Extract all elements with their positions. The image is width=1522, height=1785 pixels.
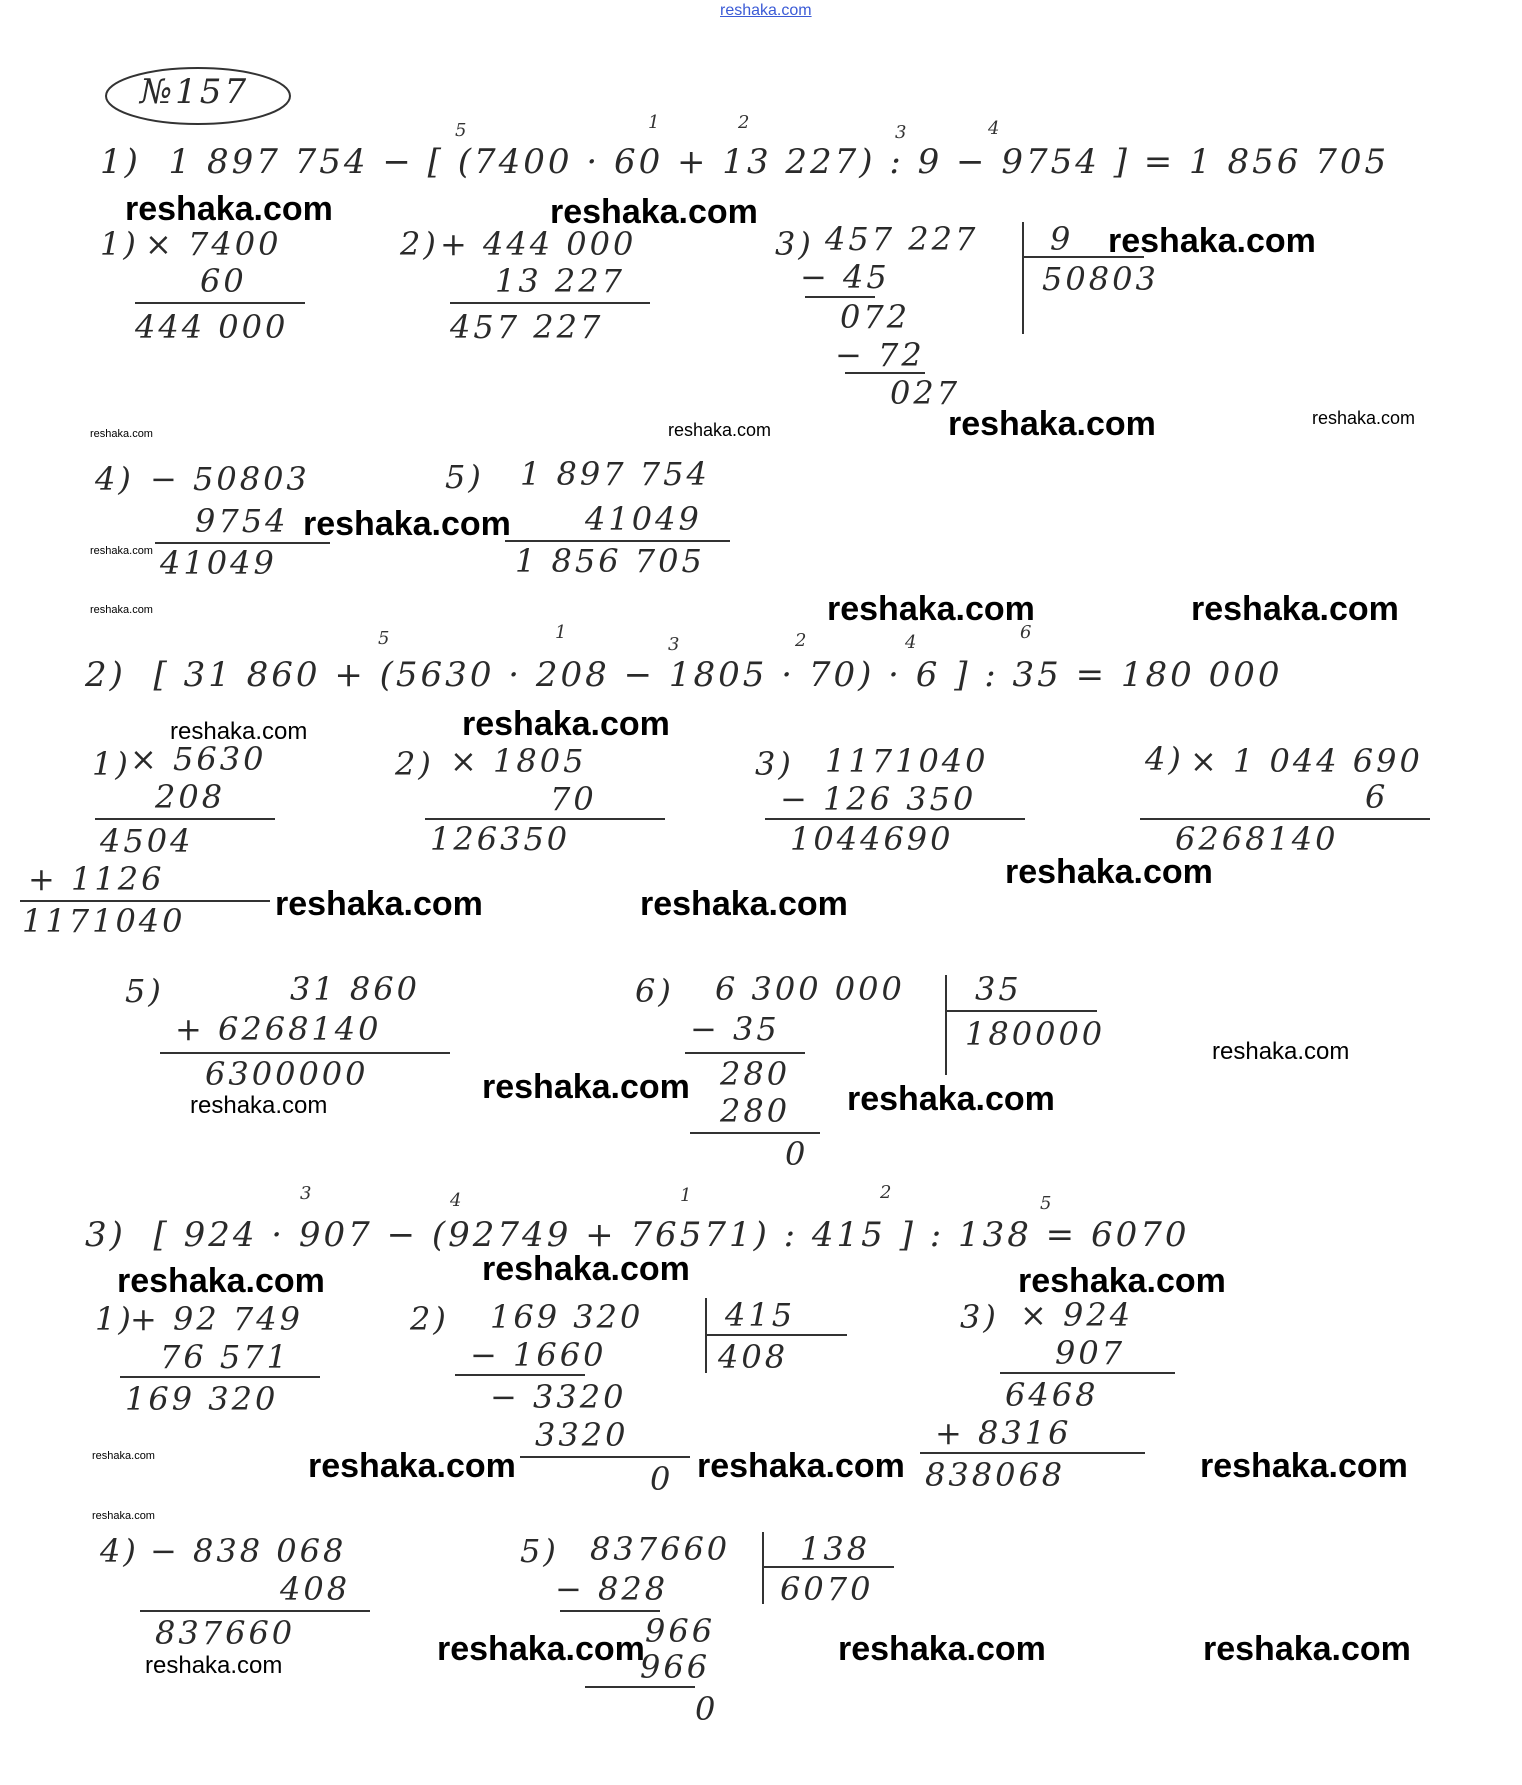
watermark: reshaka.com xyxy=(482,1068,690,1106)
order-mark: 6 xyxy=(1020,622,1032,643)
step-line: 3320 xyxy=(535,1416,629,1454)
order-mark: 4 xyxy=(905,632,917,653)
step-line: 4504 xyxy=(100,822,194,860)
step-line: − 3320 xyxy=(490,1378,627,1416)
step-line: − 50803 xyxy=(150,460,310,498)
step-label: 6) xyxy=(635,972,674,1010)
step-result: 126350 xyxy=(430,820,571,858)
watermark: reshaka.com xyxy=(482,1250,690,1288)
order-mark: 2 xyxy=(880,1182,892,1203)
watermark: reshaka.com xyxy=(462,705,670,743)
step-result: 6268140 xyxy=(1175,820,1339,858)
order-mark: 4 xyxy=(988,118,1000,139)
step-line: 76 571 xyxy=(160,1338,290,1376)
step-line: 70 xyxy=(550,780,597,818)
step-result: 1 856 705 xyxy=(515,542,705,580)
watermark: reshaka.com xyxy=(190,1092,328,1119)
step-result: 1171040 xyxy=(22,902,186,940)
step-line: 169 320 xyxy=(490,1298,644,1336)
watermark: reshaka.com xyxy=(90,604,153,616)
step-line: 1 897 754 xyxy=(520,455,710,493)
step-line: + 1126 xyxy=(28,860,165,898)
step-line: 6 300 000 xyxy=(715,970,905,1008)
watermark: reshaka.com xyxy=(847,1080,1055,1118)
watermark: reshaka.com xyxy=(1005,853,1213,891)
step-line: 208 xyxy=(155,778,226,816)
order-mark: 3 xyxy=(668,634,680,655)
watermark: reshaka.com xyxy=(827,590,1035,628)
problem-number: №157 xyxy=(140,72,250,112)
watermark: reshaka.com xyxy=(1200,1447,1408,1485)
divisor: 35 xyxy=(975,970,1022,1008)
step-result: 41049 xyxy=(160,544,277,582)
order-mark: 1 xyxy=(648,112,660,133)
quotient: 408 xyxy=(718,1338,789,1376)
step-label: 4) xyxy=(1145,740,1184,778)
step-line: × 5630 xyxy=(130,740,267,778)
watermark: reshaka.com xyxy=(92,1510,155,1522)
watermark: reshaka.com xyxy=(90,428,153,440)
step-label: 1) xyxy=(100,225,139,263)
step-label: 1) xyxy=(92,745,131,783)
step-line: 966 xyxy=(640,1648,711,1686)
step-label: 3) xyxy=(960,1298,999,1336)
watermark: reshaka.com xyxy=(125,190,333,228)
step-result: 444 000 xyxy=(135,308,289,346)
step-line: × 7400 xyxy=(145,225,282,263)
step-line: + 6268140 xyxy=(175,1010,382,1048)
step-label: 2) xyxy=(395,745,434,783)
order-mark: 1 xyxy=(680,1185,692,1206)
site-link[interactable]: reshaka.com xyxy=(720,2,812,19)
watermark: reshaka.com xyxy=(145,1652,283,1679)
step-line: + 8316 xyxy=(935,1414,1072,1452)
step-result: 457 227 xyxy=(450,308,604,346)
step-label: 5) xyxy=(445,458,484,496)
watermark: reshaka.com xyxy=(668,420,772,440)
task2-expression: 2) [ 31 860 + (5630 · 208 − 1805 · 70) · 6 ] : 35 = 180 000 xyxy=(85,655,1283,695)
step-line: 072 xyxy=(840,298,911,336)
watermark: reshaka.com xyxy=(170,718,308,745)
order-mark: 2 xyxy=(738,112,750,133)
order-mark: 5 xyxy=(455,120,467,141)
step-result: 0 xyxy=(695,1690,719,1728)
divisor: 138 xyxy=(800,1530,871,1568)
step-result: 837660 xyxy=(155,1614,296,1652)
step-line: 027 xyxy=(890,374,961,412)
step-line: × 924 xyxy=(1020,1296,1134,1334)
task1-expression: 1) 1 897 754 − [ (7400 · 60 + 13 227) : 9 − 9754 ] = 1 856 705 xyxy=(100,142,1390,182)
step-result: 169 320 xyxy=(125,1380,279,1418)
watermark: reshaka.com xyxy=(697,1447,905,1485)
step-label: 2) xyxy=(410,1300,449,1338)
step-line: × 1805 xyxy=(450,742,587,780)
step-line: 13 227 xyxy=(495,262,625,300)
watermark: reshaka.com xyxy=(948,405,1156,443)
step-line: 966 xyxy=(645,1612,716,1650)
step-line: − 35 xyxy=(690,1010,780,1048)
step-label: 4) xyxy=(95,460,134,498)
step-line: 31 860 xyxy=(290,970,420,1008)
watermark: reshaka.com xyxy=(308,1447,516,1485)
watermark: reshaka.com xyxy=(1191,590,1399,628)
step-label: 5) xyxy=(520,1532,559,1570)
step-result: 1044690 xyxy=(790,820,954,858)
order-mark: 4 xyxy=(450,1190,462,1211)
step-line: 60 xyxy=(200,262,247,300)
divisor: 415 xyxy=(725,1296,796,1334)
step-result: 0 xyxy=(785,1135,809,1173)
watermark: reshaka.com xyxy=(1018,1262,1226,1300)
order-mark: 1 xyxy=(555,622,567,643)
order-mark: 3 xyxy=(895,122,907,143)
step-label: 2) xyxy=(400,225,439,263)
step-line: + 444 000 xyxy=(440,225,637,263)
watermark: reshaka.com xyxy=(1312,408,1416,428)
step-line: 457 227 xyxy=(825,220,979,258)
step-line: 837660 xyxy=(590,1530,731,1568)
watermark: reshaka.com xyxy=(550,193,758,231)
step-line: 9754 xyxy=(195,502,289,540)
step-line: 408 xyxy=(280,1570,351,1608)
divisor: 9 xyxy=(1050,220,1074,258)
step-line: − 45 xyxy=(800,258,890,296)
step-label: 1) xyxy=(95,1300,134,1338)
watermark: reshaka.com xyxy=(117,1262,325,1300)
step-line: − 828 xyxy=(555,1570,669,1608)
step-line: 907 xyxy=(1055,1334,1126,1372)
quotient: 6070 xyxy=(780,1570,874,1608)
step-label: 3) xyxy=(775,225,814,263)
watermark: reshaka.com xyxy=(90,545,153,557)
watermark: reshaka.com xyxy=(1108,222,1316,260)
step-line: 280 xyxy=(720,1092,791,1130)
step-line: − 72 xyxy=(835,336,925,374)
step-line: 6 xyxy=(1365,778,1389,816)
step-line: + 92 749 xyxy=(130,1300,303,1338)
step-line: 1171040 xyxy=(825,742,989,780)
watermark: reshaka.com xyxy=(303,505,511,543)
watermark: reshaka.com xyxy=(1203,1630,1411,1668)
step-line: − 838 068 xyxy=(150,1532,347,1570)
step-label: 4) xyxy=(100,1532,139,1570)
order-mark: 5 xyxy=(378,628,390,649)
step-line: × 1 044 690 xyxy=(1190,742,1423,780)
watermark: reshaka.com xyxy=(92,1450,155,1462)
step-label: 3) xyxy=(755,745,794,783)
step-result: 838068 xyxy=(925,1456,1066,1494)
order-mark: 5 xyxy=(1040,1193,1052,1214)
watermark: reshaka.com xyxy=(437,1630,645,1668)
watermark: reshaka.com xyxy=(838,1630,1046,1668)
step-line: 41049 xyxy=(585,500,702,538)
watermark: reshaka.com xyxy=(640,885,848,923)
step-result: 6300000 xyxy=(205,1055,369,1093)
watermark: reshaka.com xyxy=(1212,1038,1350,1065)
step-line: − 1660 xyxy=(470,1336,607,1374)
step-result: 0 xyxy=(650,1460,674,1498)
order-mark: 3 xyxy=(300,1183,312,1204)
order-mark: 2 xyxy=(795,630,807,651)
step-label: 5) xyxy=(125,972,164,1010)
step-line: 6468 xyxy=(1005,1376,1099,1414)
quotient: 180000 xyxy=(965,1015,1106,1053)
quotient: 50803 xyxy=(1042,260,1159,298)
step-line: 280 xyxy=(720,1055,791,1093)
step-line: − 126 350 xyxy=(780,780,977,818)
watermark: reshaka.com xyxy=(275,885,483,923)
task3-expression: 3) [ 924 · 907 − (92749 + 76571) : 415 ] : 138 = 6070 xyxy=(85,1215,1190,1255)
